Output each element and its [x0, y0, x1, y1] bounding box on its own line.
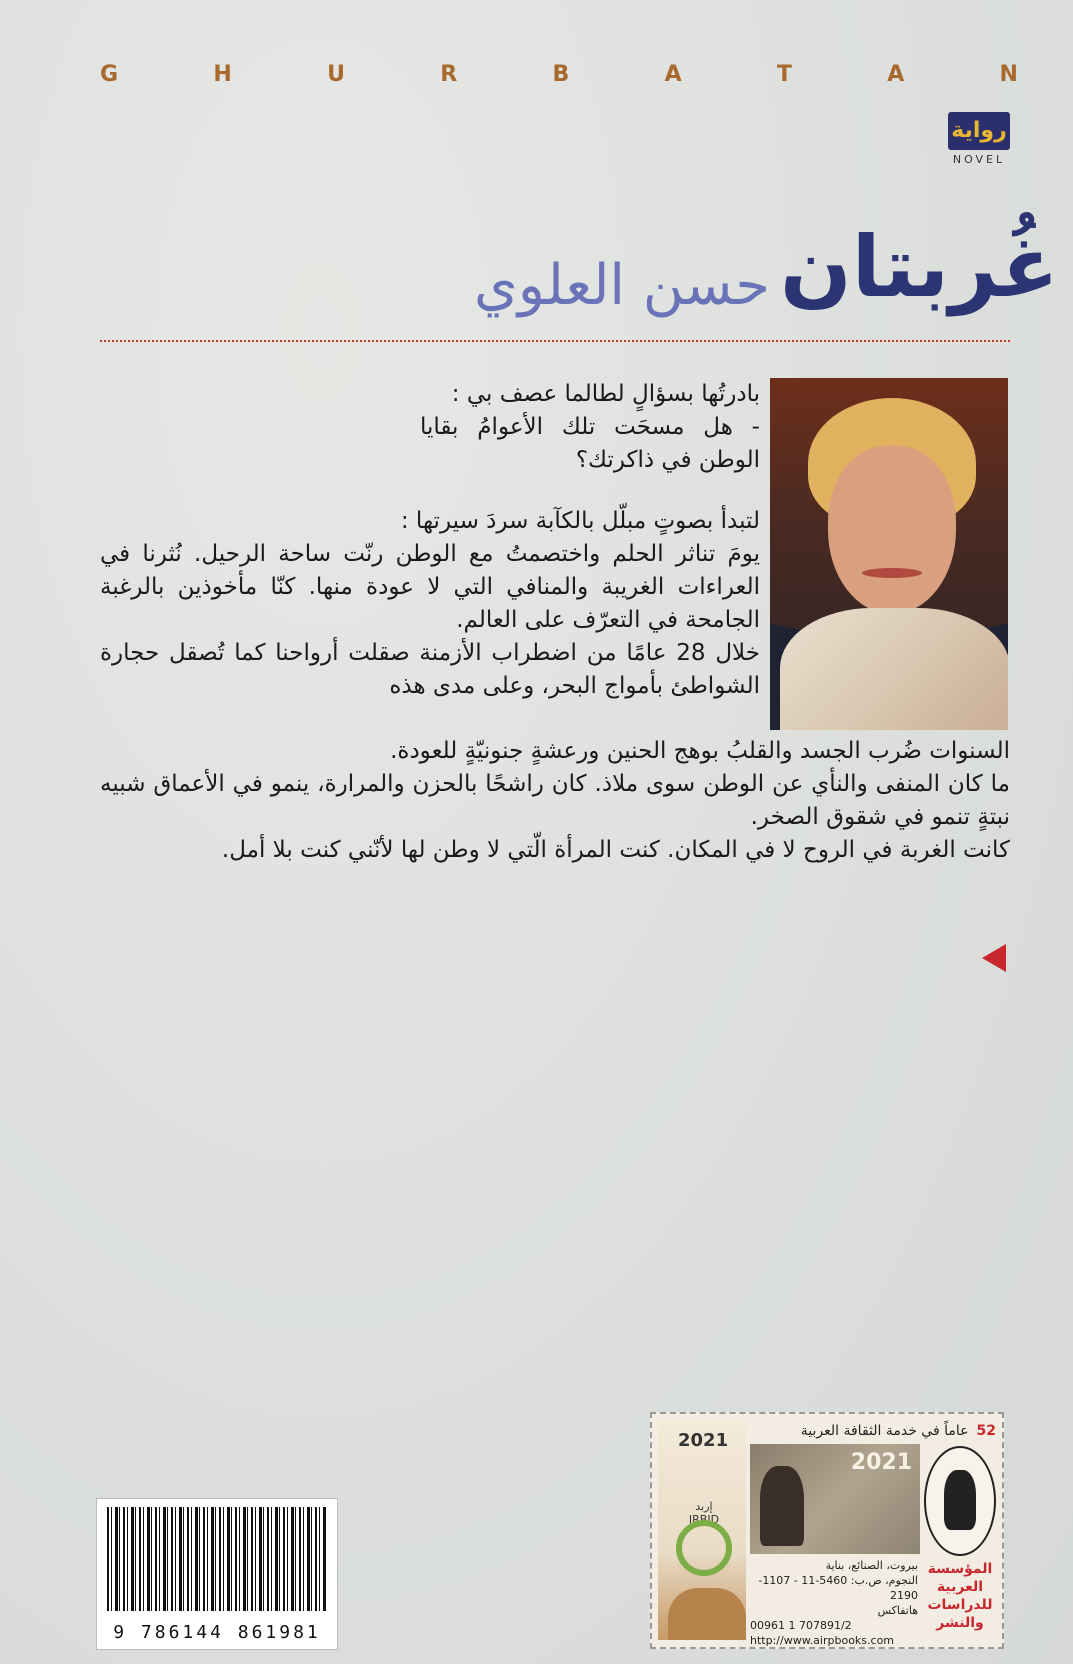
novel-badge [948, 112, 1010, 170]
publisher-phone-label: هاتفاكس [877, 1604, 918, 1617]
blurb-paragraph: لتبدأ بصوتٍ مبلّل بالكآبة سردَ سيرتها : [400, 508, 760, 534]
latin-title [100, 62, 1020, 87]
photo-face [828, 446, 956, 614]
blurb-line: - هل مسحَت تلك الأعوامُ بقايا الوطن في ذاكرتك؟ [420, 414, 760, 473]
isbn-number: 9 786144 861981 [113, 1622, 321, 1643]
author-photo [770, 378, 1008, 730]
latin-letter: A [887, 62, 907, 87]
latin-letter: B [552, 62, 572, 87]
blurb-intro [420, 378, 760, 477]
stamp-year-left: 2021 [678, 1430, 729, 1451]
anniversary-number: 52 [976, 1423, 996, 1439]
arch-gate-icon [668, 1588, 746, 1640]
stamp-image [750, 1444, 920, 1554]
latin-letter: R [440, 62, 460, 87]
novel-badge-arabic: رواية [948, 112, 1010, 150]
publisher-logo-icon [924, 1446, 996, 1556]
barcode-bars [107, 1507, 327, 1611]
photo-scarf [780, 608, 1008, 730]
laurel-wreath-icon [676, 1520, 732, 1576]
stamp-city-arabic: إربد [695, 1500, 713, 1513]
blurb-full-width [100, 735, 1010, 867]
publisher-name: المؤسسة العربية للدراسات والنشر [927, 1561, 993, 1631]
latin-letter: G [100, 62, 121, 87]
latin-letter: T [776, 62, 794, 87]
publisher-website: http://www.airpbooks.com [750, 1634, 895, 1647]
publisher-contact [750, 1558, 918, 1648]
stamp-anniversary [750, 1420, 996, 1442]
blurb-paragraph: ما كان المنفى والنأي عن الوطن سوى ملاذ. كان راشحًا بالحزن والمرارة، ينمو في الأعماق شبيه نبتةٍ تنمو في شقوق الصخر. [100, 771, 1010, 830]
photo-mouth [862, 568, 922, 578]
book-title: غُربتان [780, 218, 1059, 316]
latin-letter: N [999, 62, 1020, 87]
stamp-year-mid: 2021 [850, 1450, 912, 1475]
novel-badge-english: NOVEL [952, 153, 1006, 166]
red-triangle-marker-icon [982, 944, 1006, 972]
blurb-paragraph: كانت الغربة في الروح لا في المكان. كنت المرأة الّتي لا وطن لها لأنّني كنت بلا أمل. [221, 837, 1010, 863]
blurb-middle [100, 505, 760, 703]
author-name: حسن العلوي [474, 253, 770, 318]
isbn-barcode [96, 1498, 338, 1650]
stamp-irbid-panel [658, 1420, 746, 1640]
latin-letter: H [213, 62, 234, 87]
blurb-paragraph: خلال 28 عامًا من اضطراب الأزمنة صقلت أرواحنا كما تُصقل حجارة الشواطئ بأمواج البحر، وعلى مدى هذه [100, 640, 760, 699]
blurb-paragraph: السنوات ضُرب الجسد والقلبُ بوهج الحنين ورعشةٍ جنونيّةٍ للعودة. [390, 738, 1010, 764]
publisher-address-line2: النجوم، ص.ب: 5460-11 - 1107-2190 [758, 1574, 918, 1602]
publisher-phone: 00961 1 707891/2 [750, 1619, 852, 1632]
anniversary-text: عاماً في خدمة الثقافة العربية [800, 1423, 969, 1439]
dotted-divider [100, 340, 1010, 342]
latin-letter: U [327, 62, 347, 87]
publisher-stamp [650, 1412, 1004, 1649]
blurb-paragraph: يومَ تناثر الحلم واختصمتُ مع الوطن رنّت ساحة الرحيل. نُثرنا في العراءات الغريبة والمنافي التي لا عودة منها. كنّا مأخوذين بالرغبة الجامحة في التعرّف على العالم. [100, 541, 760, 633]
latin-letter: A [664, 62, 684, 87]
publisher-address: بيروت، الصنائع، بناية [825, 1559, 918, 1572]
stamp-portrait-icon [760, 1466, 804, 1546]
stamp-city-english: IRBID [688, 1513, 720, 1526]
blurb-line: بادرتُها بسؤالٍ لطالما عصف بي : [451, 381, 760, 407]
